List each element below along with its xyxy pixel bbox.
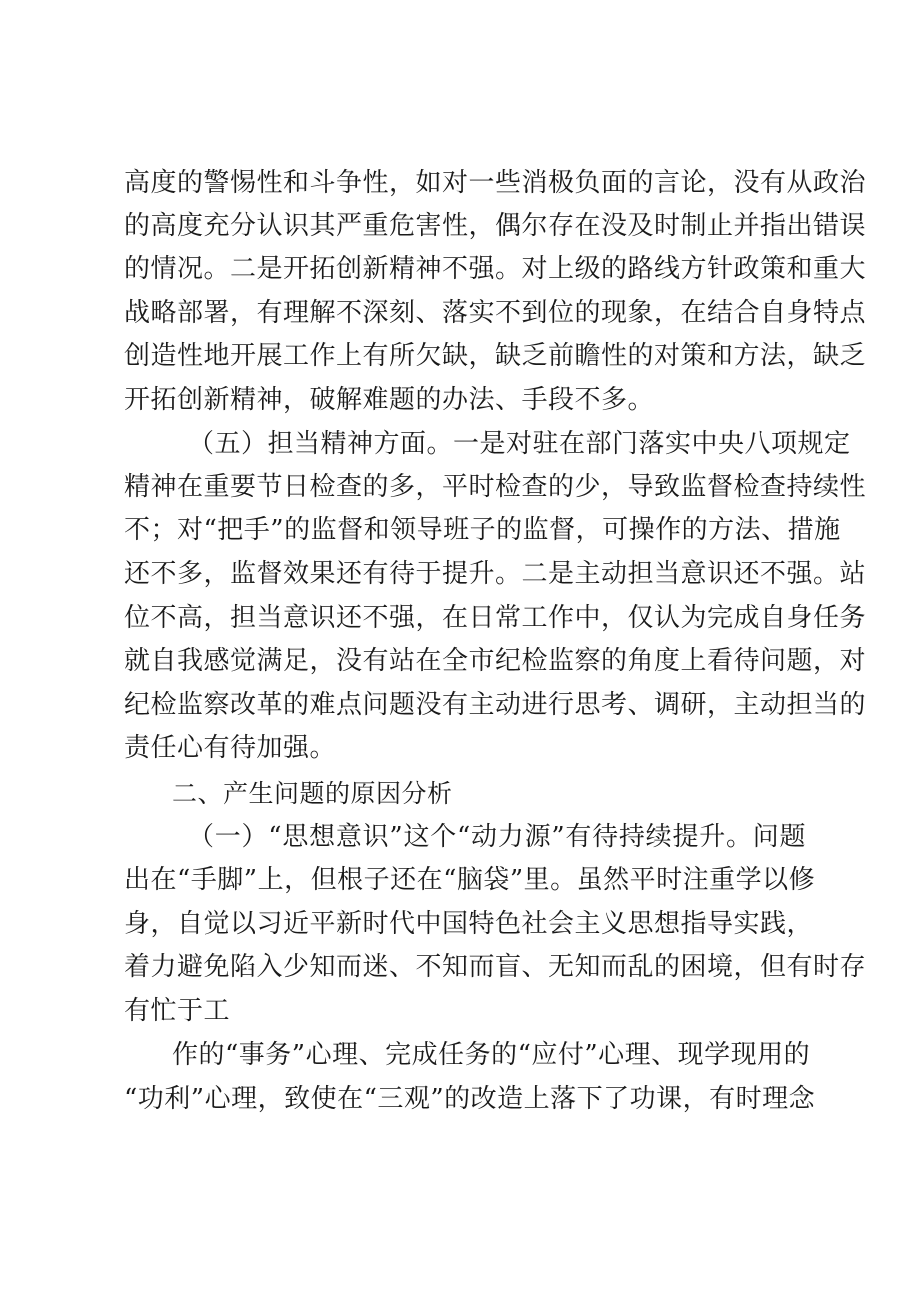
text-line: 创造性地开展工作上有所欠缺，缺乏前瞻性的对策和方法，缺乏 [124,341,867,371]
paragraph-start-line: 作的“事务”心理、完成任务的“应付”心理、现学现用的 [172,1040,811,1070]
text-line: 的情况。二是开拓创新精神不强。对上级的路线方针政策和重大 [124,254,867,284]
text-line: 精神在重要节日检查的多，平时检查的少，导致监督检查持续性 [124,472,867,502]
text-line: 纪检监察改革的难点问题没有主动进行思考、调研，主动担当的 [124,690,867,720]
section-heading: 二、产生问题的原因分析 [172,779,453,808]
text-line: 身，自觉以习近平新时代中国特色社会主义思想指导实践， [124,909,814,939]
text-line: 就自我感觉满足，没有站在全市纪检监察的角度上看待问题，对 [124,646,867,676]
text-line: 出在“手脚”上，但根子还在“脑袋”里。虽然平时注重学以修 [124,865,816,895]
text-line: 高度的警惕性和斗争性，如对一些消极负面的言论，没有从政治 [124,168,867,198]
paragraph-start-line: （五）担当精神方面。一是对驻在部门落实中央八项规定 [188,429,851,459]
paragraph-start-line: （一）“思想意识”这个“动力源”有待持续提升。问题 [188,822,806,852]
text-line: 责任心有待加强。 [124,733,337,763]
text-line: 开拓创新精神，破解难题的办法、手段不多。 [124,385,655,415]
text-line: 战略部署，有理解不深刻、落实不到位的现象，在结合自身特点 [124,298,867,328]
text-line: 有忙于工 [124,996,231,1026]
text-line: 的高度充分认识其严重危害性，偶尔存在没及时制止并指出错误 [124,211,867,241]
text-line: 还不多，监督效果还有待于提升。二是主动担当意识还不强。站 [124,559,867,589]
text-line: 着力避免陷入少知而迷、不知而盲、无知而乱的困境，但有时存 [124,952,867,982]
text-line: 位不高，担当意识还不强，在日常工作中，仅认为完成自身任务 [124,603,867,633]
text-line: 不；对“把手”的监督和领导班子的监督，可操作的方法、措施 [124,515,841,545]
text-line: “功利”心理，致使在“三观”的改造上落下了功课，有时理念 [124,1084,816,1114]
